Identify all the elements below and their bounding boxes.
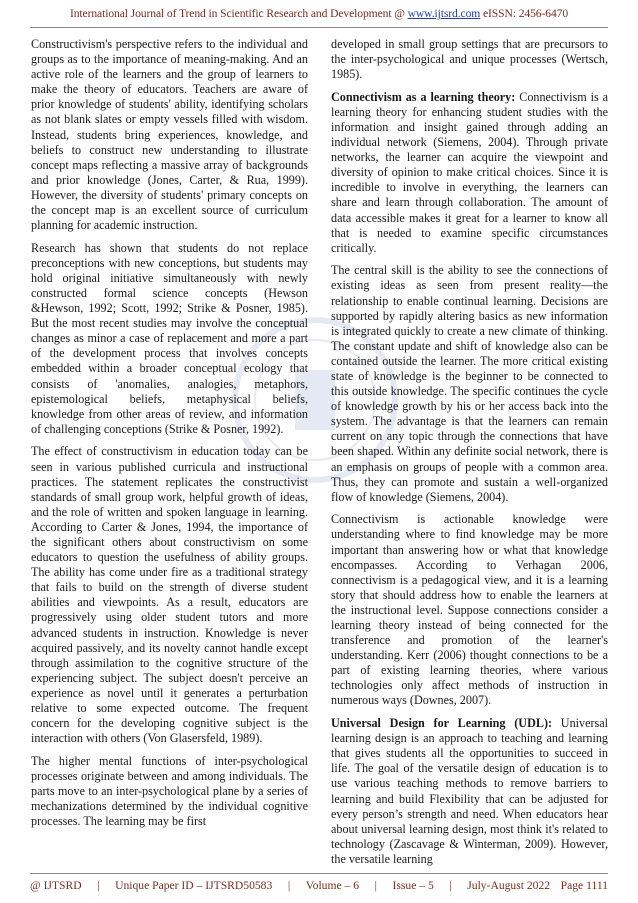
footer-paper-id: Unique Paper ID – IJTSRD50583 xyxy=(115,879,273,892)
paragraph: The effect of constructivism in education today can be seen in various published curricula and instructional practices. The statement replicates the constructivist standards of small group work, helpful growth of ideas, and the role of written and spoken language in learning. According to Carter & Jones, 1994, the importance of the significant others about constructivism on some educators to question the usefulness of ability groups. The ability has come under fire as a traditional strategy that fails to build on the strength of diverse student abilities and viewpoints. As a result, educators are progressively using older student tutors and more advanced students in instruction. Knowledge is never acquired passively, and its novelty cannot handle except through assimilation to the cognitive structure of the experiencing subject. The subject doesn't perceive an experience as novel until it generates a perturbation relative to some expected outcome. The frequent concern for the developing cognitive subject is the interaction with others (Von Glasersfeld, 1989). xyxy=(31,444,308,746)
footer-separator: | xyxy=(97,879,100,892)
paragraph: The higher mental functions of inter-psychological processes originate between and among individuals. The parts move to an inter-psychological plane by a series of mechanizations determined by the individual cognitive processes. The learning may be first xyxy=(31,753,308,829)
footer-separator: | xyxy=(374,879,377,892)
footer-volume: Volume – 6 xyxy=(305,879,360,892)
paragraph: developed in small group settings that are precursors to the inter-psychological and unique processes (Wertsch, 1985). xyxy=(331,37,608,82)
paragraph-body: Universal learning design is an approach to teaching and learning that gives students all the opportunities to succeed in life. The goal of the versatile design of education is to use various teaching methods to remove barriers to learning and build Flexibility that can be adjusted for every person’s strength and need. When educators hear about universal learning design, most think it's related to technology (Zascavage & Winterman, 2009). However, the versatile learning xyxy=(331,716,609,866)
header-rule xyxy=(30,27,608,28)
paragraph: Constructivism's perspective refers to the individual and groups as to the importance of meaning-making. And an active role of the learners and the group of learners to make the theory of educators. Teachers are aware of prior knowledge of students' ability, identifying scholars as not blank slates or empty vessels filled with wisdom. Instead, students bring experiences, knowledge, and beliefs to construct new understanding to illustrate concept maps reflecting a massive array of backgrounds and prior knowledge (Jones, Carter, & Rua, 1999). However, the diversity of students' primary concepts on the concept map is an excellent source of curriculum planning for academic instruction. xyxy=(31,37,308,233)
footer-separator: | xyxy=(287,879,291,892)
running-footer xyxy=(30,879,608,892)
footer-page-number: Page 1111 xyxy=(560,879,608,892)
paragraph: Connectivism is actionable knowledge were understanding where to find knowledge may be more important than answering how or what that knowledge encompasses. According to Verhagan 2006, connectivism is a pedagogical view, and it is a learning story that should address how to enable the learners at the instructional level. Suppose connections consider a learning theory instead of being connected for the transference and promotion of the learner's understanding. Kerr (2006) thought connections to be a part of existing learning theories, where various technologies only affect methods of instruction in numerous ways (Downes, 2007). xyxy=(331,512,608,708)
footer-rule xyxy=(30,873,608,874)
running-header xyxy=(0,7,638,20)
footer-separator: | xyxy=(449,879,452,892)
paragraph xyxy=(331,90,608,256)
footer-org: @ IJTSRD xyxy=(30,879,82,892)
issn: eISSN: 2456-6470 xyxy=(480,7,569,20)
journal-name: International Journal of Trend in Scientific Research and Development @ xyxy=(69,7,408,20)
paragraph: Research has shown that students do not replace preconceptions with new conceptions, but students may hold original initiative simultaneously with newly constructed formal science concepts (Hewson &Hewson, 1992; Scott, 1992; Strike & Posner, 1985). But the most recent studies may involve the conceptual changes as minor a case of replacement and more a part of the development process that involves concepts embedded within a broader conceptual ecology that consists of 'anomalies, analogies, metaphors, epistemological beliefs, metaphysical beliefs, knowledge from other areas of review, and information of challenging conceptions (Strike & Posner, 1992). xyxy=(31,240,308,436)
paragraph xyxy=(331,716,608,867)
section-heading-connectivism: Connectivism as a learning theory: xyxy=(331,89,516,104)
journal-url-link[interactable]: www.ijtsrd.com xyxy=(407,7,481,20)
section-heading-udl: Universal Design for Learning (UDL): xyxy=(331,716,553,731)
paragraph: The central skill is the ability to see the connections of existing ideas as seen from present reality—the relationship to enable continual learning. Decisions are supported by rapidly altering basics as new information is integrated quickly to create a new climate of thinking. The constant update and shift of knowledge also can be contained outside the learner. The more critical existing state of knowledge is the beginner to be connected to this outside knowledge. The specific continues the cycle of knowledge growth by his or her access back into the system. The advantage is that the learners can remain current on any topic through the connections that have been shaped. Within any definite social network, there is an emphasis on groups of people with a common area. Thus, they can promote and sustain a well-organized flow of knowledge (Siemens, 2004). xyxy=(331,263,608,504)
paragraph-body: Connectivism is a learning theory for enhancing student studies with the information and insight gained through adding an individual network (Siemens, 2004). Through private networks, the learner can acquire the viewpoint and diversity of opinion to make critical choices. Since it is incredible to involve in everything, the learners can share and learn through collaboration. The amount of data accessible makes it great for a learner to know all that is needed to examine specific circumstances critically. xyxy=(331,89,608,255)
right-column xyxy=(331,37,608,874)
footer-date: July-August 2022 xyxy=(467,879,551,892)
left-column xyxy=(31,37,308,837)
footer-issue: Issue – 5 xyxy=(392,879,434,892)
